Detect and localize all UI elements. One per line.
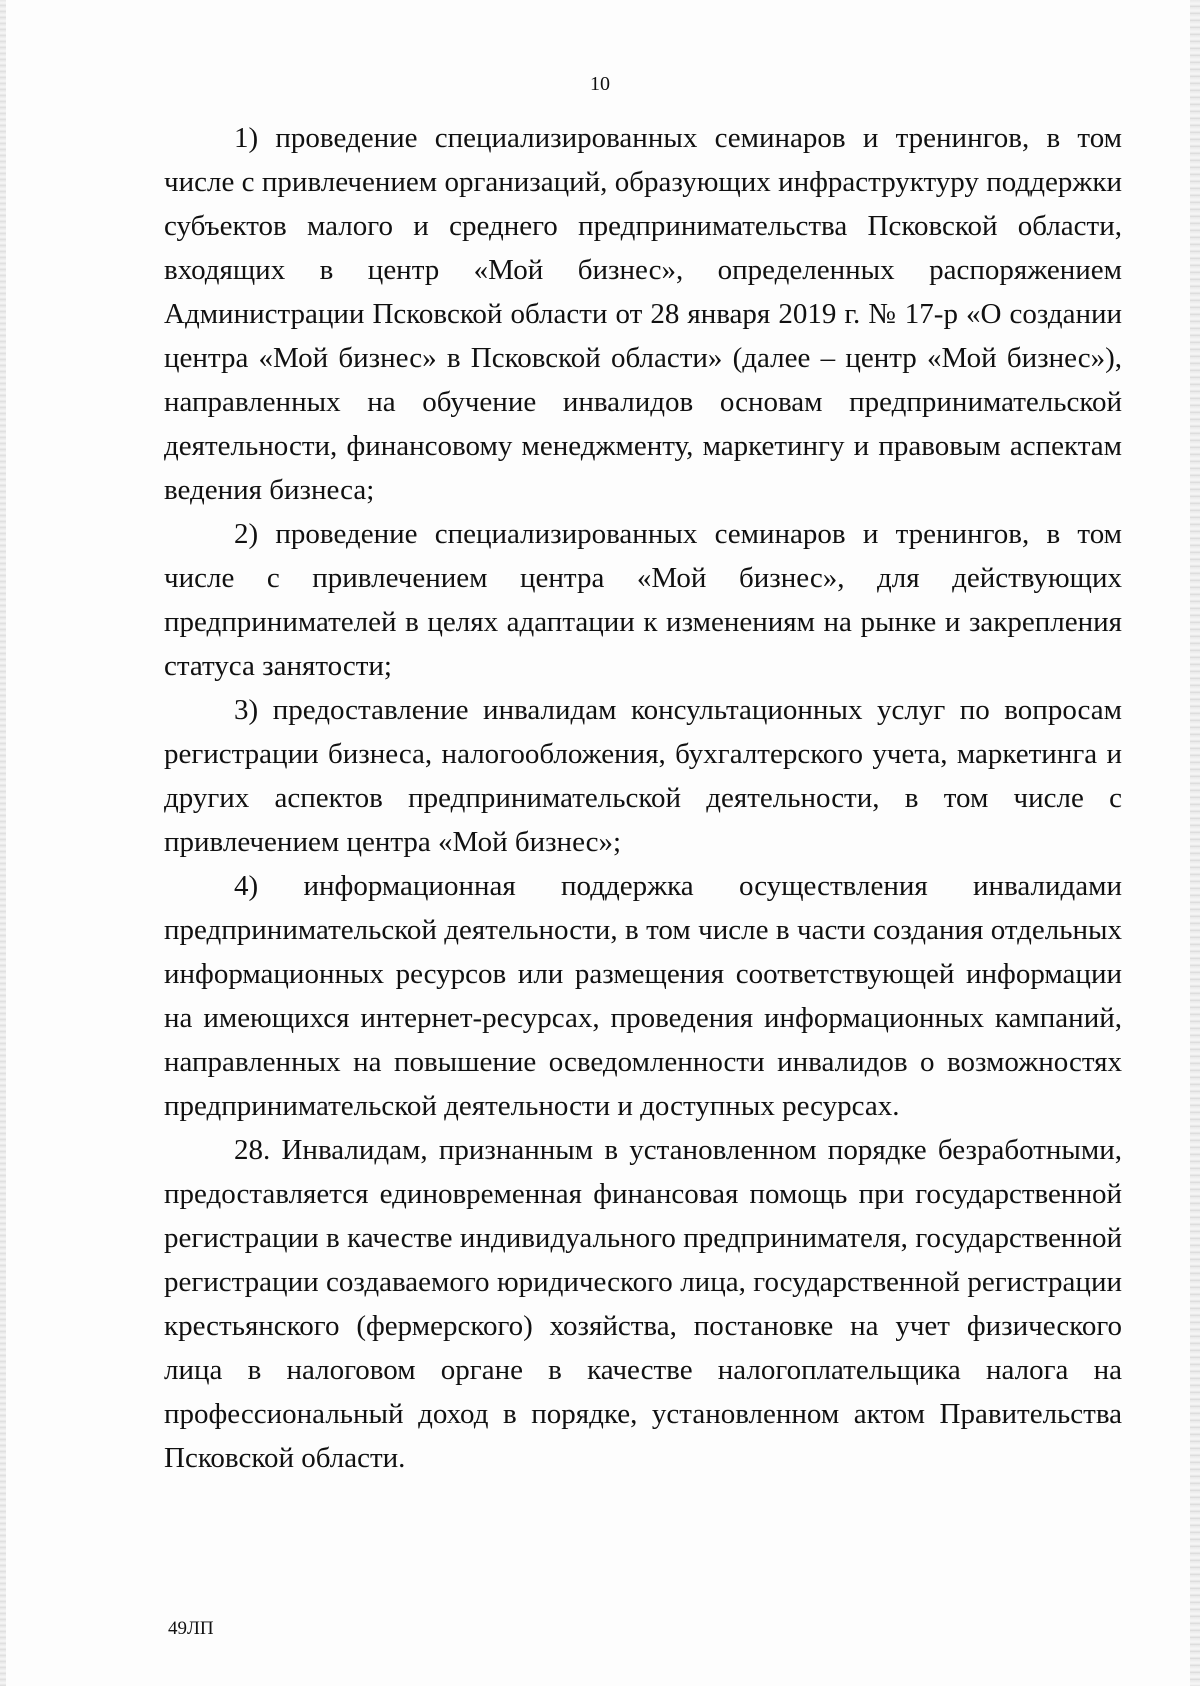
paragraph-item-3: 3) предоставление инвалидам консультационных услуг по вопросам регистрации бизнеса, налогообложения, бухгалтерского учета, маркетинга и других аспектов предпринимательской деятельности, в том числе с привлечением центра «Мой бизнес»; <box>164 694 1122 858</box>
paragraph-item-2: 2) проведение специализированных семинаров и тренингов, в том числе с привлечением центра «Мой бизнес», для действующих предпринимателей в целях адаптации к изменениям на рынке и закрепления статуса занятости; <box>164 518 1122 682</box>
paragraph-clause-28: 28. Инвалидам, признанным в установленном порядке безработными, предоставляется единовременная финансовая помощь при государственной регистрации в качестве индивидуального предпринимателя, государственной регистрации создаваемого юридического лица, государственной регистрации крестьянского (фермерского) хозяйства, постановке на учет физического лица в налоговом органе в качестве налогоплательщика налога на профессиональный доход в порядке, установленном актом Правительства Псковской области. <box>164 1134 1122 1474</box>
scan-edge-left <box>0 0 6 1686</box>
scan-edge-right <box>1190 0 1200 1686</box>
paragraph-item-1: 1) проведение специализированных семинаров и тренингов, в том числе с привлечением организаций, образующих инфраструктуру поддержки субъектов малого и среднего предпринимательства Псковской области, входящих в центр «Мой бизнес», определенных распоряжением Администрации Псковской области от 28 января 2019 г. № 17-р «О создании центра «Мой бизнес» в Псковской области» (далее – центр «Мой бизнес»), направленных на обучение инвалидов основам предпринимательской деятельности, финансовому менеджменту, маркетингу и правовым аспектам ведения бизнеса; <box>164 122 1122 506</box>
paragraph-item-4: 4) информационная поддержка осуществления инвалидами предпринимательской деятельности, в том числе в части создания отдельных информационных ресурсов или размещения соответствующей информации на имеющихся интернет-ресурсах, проведения информационных кампаний, направленных на повышение осведомленности инвалидов о возможностях предпринимательской деятельности и доступных ресурсах. <box>164 870 1122 1122</box>
document-body <box>164 116 1122 1480</box>
document-code: 49ЛП <box>168 1618 214 1639</box>
page-number: 10 <box>590 73 610 95</box>
